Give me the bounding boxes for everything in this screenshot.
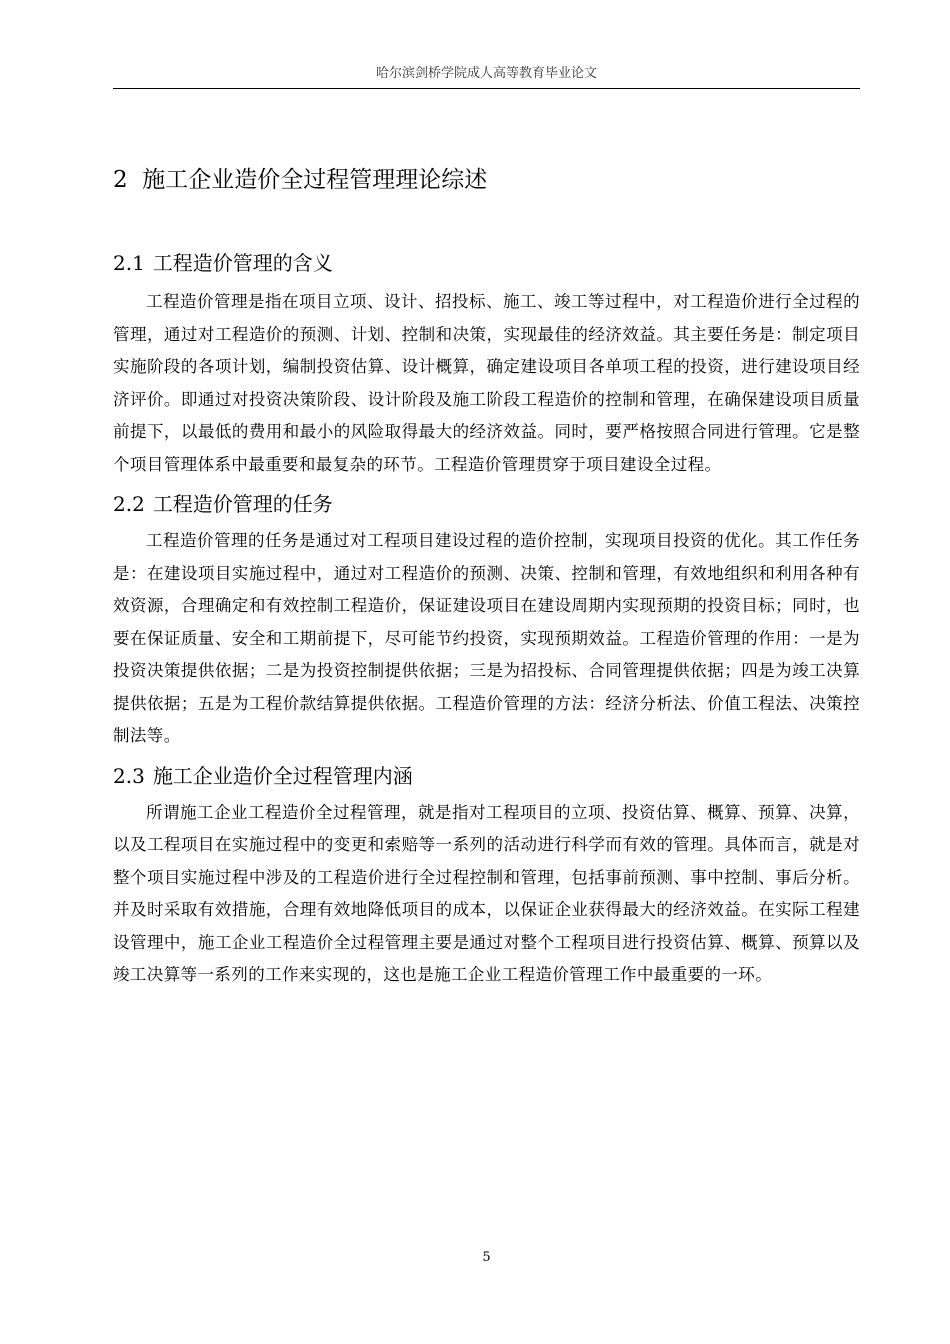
section-title-2-2 [113, 483, 860, 525]
section-title-text: 施工企业造价全过程管理内涵 [152, 763, 413, 788]
header-rule [113, 88, 860, 89]
section-title-2-1 [113, 242, 860, 284]
page-number: 5 [482, 1250, 491, 1265]
page-body [113, 158, 860, 992]
section-number: 2.1 [113, 251, 145, 275]
section-number: 2.2 [113, 492, 145, 516]
chapter-title-text: 施工企业造价全过程管理理论综述 [142, 167, 488, 193]
section-2-2-paragraph: 工程造价管理的任务是通过对工程项目建设过程的造价控制，实现项目投资的优化。其工作任务是：在建设项目实施过程中，通过对工程造价的预测、决策、控制和管理，有效地组织和利用各种有效资源，合理确定和有效控制工程造价，保证建设项目在建设周期内实现预期的投资目标；同时，也要在保证质量、安全和工期前提下，尽可能节约投资，实现预期效益。工程造价管理的作用：一是为投资决策提供依据；二是为投资控制提供依据；三是为招投标、合同管理提供依据；四是为竣工决算提供依据；五是为工程价款结算提供依据。工程造价管理的方法：经济分析法、价值工程法、决策控制法等。 [113, 531, 860, 745]
chapter-number: 2 [113, 167, 128, 193]
section-title-text: 工程造价管理的含义 [152, 251, 333, 275]
running-header: 哈尔滨剑桥学院成人高等教育毕业论文 [375, 66, 597, 81]
section-title-2-3 [113, 755, 860, 797]
section-2-1-paragraph: 工程造价管理是指在项目立项、设计、招投标、施工、竣工等过程中，对工程造价进行全过程的管理，通过对工程造价的预测、计划、控制和决策，实现最佳的经济效益。其主要任务是：制定项目实施阶段的各项计划，编制投资估算、设计概算，确定建设项目各单项工程的投资，进行建设项目经济评价。即通过对投资决策阶段、设计阶段及施工阶段工程造价的控制和管理，在确保建设项目质量前提下，以最低的费用和最小的风险取得最大的经济效益。同时，要严格按照合同进行管理。它是整个项目管理体系中最重要和最复杂的环节。工程造价管理贯穿于项目建设全过程。 [113, 292, 860, 474]
section-number: 2.3 [113, 763, 145, 788]
section-2-3-paragraph: 所谓施工企业工程造价全过程管理，就是指对工程项目的立项、投资估算、概算、预算、决算，以及工程项目在实施过程中的变更和索赔等一系列的活动进行科学而有效的管理。具体而言，就是对整个项目实施过程中涉及的工程造价进行全过程控制和管理，包括事前预测、事中控制、事后分析。并及时采取有效措施，合理有效地降低项目的成本，以保证企业获得最大的经济效益。在实际工程建设管理中，施工企业工程造价全过程管理主要是通过对整个工程项目进行投资估算、概算、预算以及竣工决算等一系列的工作来实现的，这也是施工企业工程造价管理工作中最重要的一环。 [113, 802, 860, 984]
section-title-text: 工程造价管理的任务 [152, 492, 333, 516]
chapter-title [113, 158, 860, 202]
